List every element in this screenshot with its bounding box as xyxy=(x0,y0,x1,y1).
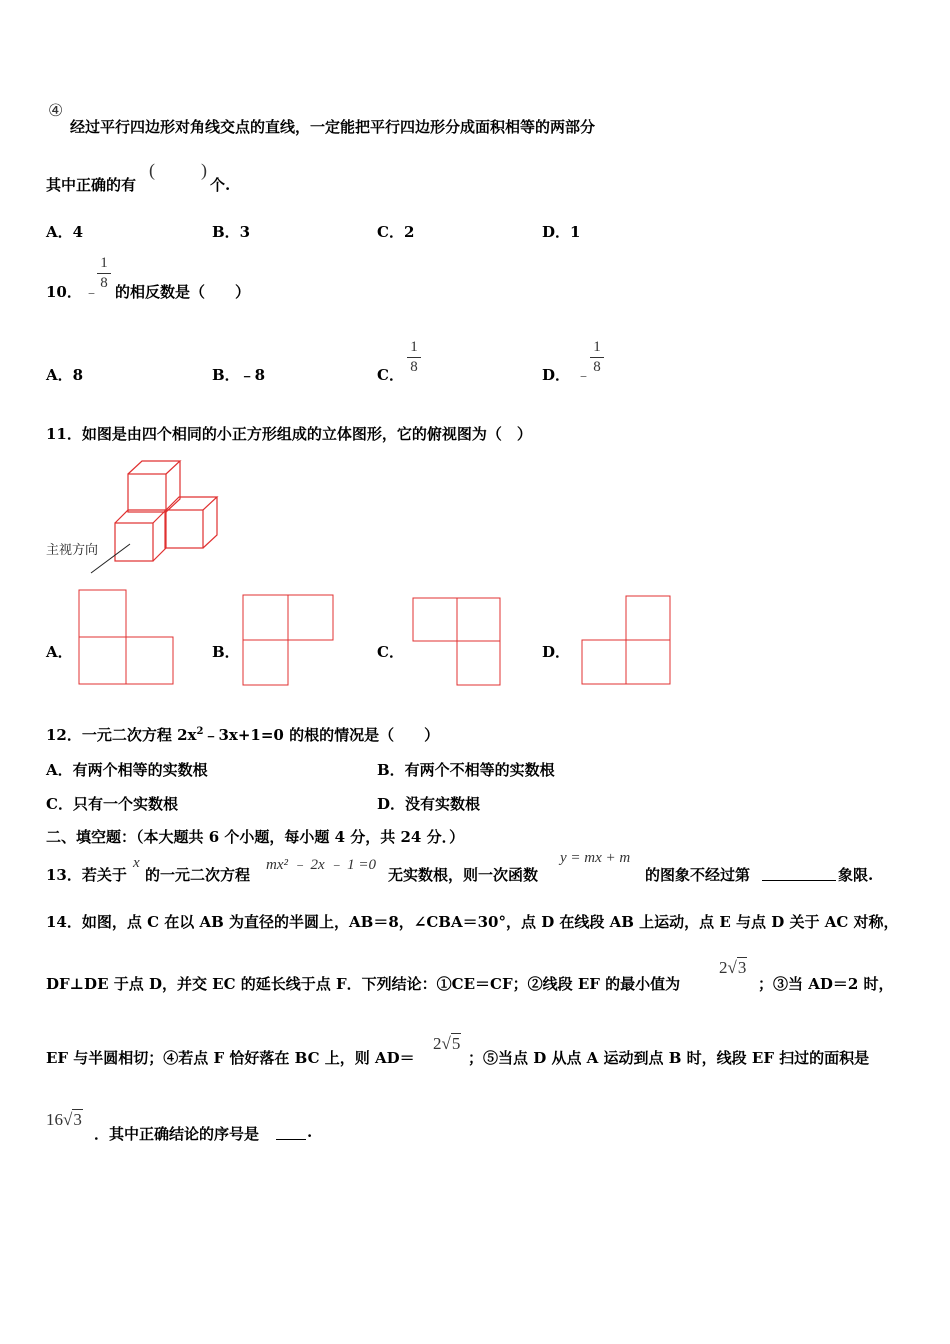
q9-paren-right: ) xyxy=(201,160,207,180)
q14-min-rad: 3 xyxy=(737,958,747,977)
q11-option-d: D． xyxy=(542,643,571,661)
q12-stem-post: ﹣3x+1=0 的根的情况是（ ） xyxy=(203,726,440,744)
q13-post2: 象限. xyxy=(838,866,874,884)
q10-option-c-label: C． xyxy=(377,366,404,384)
q10-option-a: A．8 xyxy=(46,366,84,384)
q12-option-a: A．有两个相等的实数根 xyxy=(46,761,208,779)
option-a-figure xyxy=(79,590,173,684)
q11-stem: 11．如图是由四个相同的小正方形组成的立体图形，它的俯视图为（ ） xyxy=(46,425,532,443)
q12-option-b: B．有两个不相等的实数根 xyxy=(377,761,555,779)
q11-option-a: A． xyxy=(46,643,73,661)
view-direction-label: 主视方向 xyxy=(46,543,99,558)
q13-function: y = mx + m xyxy=(560,850,631,866)
q9-option-d: D．1 xyxy=(542,223,581,241)
q14-ad-rad: 5 xyxy=(451,1034,461,1053)
item-4-text: 经过平行四边形对角线交点的直线，一定能把平行四边形分成面积相等的两部分 xyxy=(70,118,596,136)
q10-optd-num: 1 xyxy=(593,339,601,355)
q12-stem xyxy=(46,724,439,745)
q14-ad-coef: 2 xyxy=(433,1034,442,1053)
q14-area-value: 16√3 xyxy=(46,1110,82,1129)
q10-option-d-label: D． xyxy=(542,366,571,384)
q9-conclusion-pre: 其中正确的有 xyxy=(46,176,137,194)
section-2-heading: 二、填空题：（本大题共 6 个小题，每小题 4 分，共 24 分．） xyxy=(46,828,465,846)
q13-mid1: 的一元二次方程 xyxy=(145,866,251,884)
q13-equation: mx² ﹣ 2x ﹣ 1 =0 xyxy=(266,857,377,873)
q14-ad-value: 2√5 xyxy=(433,1034,461,1053)
q9-option-b: B．3 xyxy=(212,223,251,241)
q13-post1: 的图象不经过第 xyxy=(645,866,751,884)
q14-line1: 14．如图，点 C 在以 AB 为直径的半圆上，AB＝8，∠CBA＝30°，点 D 在线段 AB 上运动，点 E 与点 D 关于 AC 对称， xyxy=(46,913,899,931)
q14-min-coef: 2 xyxy=(719,958,728,977)
q12-option-d: D．没有实数根 xyxy=(377,795,481,813)
q13-var: x xyxy=(133,855,140,871)
option-c-figure xyxy=(413,598,500,685)
q14-min-value: 2√3 xyxy=(719,958,747,977)
q14-line4-post: ．其中正确结论的序号是 xyxy=(94,1125,260,1143)
q12-stem-sup: 2 xyxy=(196,726,204,737)
q10-optc-den: 8 xyxy=(410,359,418,375)
q9-paren-left: ( xyxy=(149,160,155,180)
q14-area-rad: 3 xyxy=(73,1110,82,1129)
q13-pre: 13．若关于 xyxy=(46,866,127,884)
q13-mid2: 无实数根，则一次函数 xyxy=(388,866,539,884)
q10-frac-den: 8 xyxy=(100,275,108,291)
q9-option-a: A．4 xyxy=(46,223,84,241)
q10-option-b: B．﹣8 xyxy=(212,366,266,384)
option-d-figure xyxy=(582,596,670,684)
q14-answer-blank[interactable] xyxy=(276,1123,306,1140)
q10-number: 10． xyxy=(46,283,82,301)
q12-option-c: C．只有一个实数根 xyxy=(46,795,178,813)
q10-stem: 的相反数是（ ） xyxy=(115,283,251,301)
q14-area-coef: 16 xyxy=(46,1110,63,1129)
q14-line4-end: . xyxy=(307,1123,313,1141)
q10-optd-den: 8 xyxy=(593,359,601,375)
q11-option-c: C． xyxy=(377,643,404,661)
option-b-figure xyxy=(243,595,333,685)
q14-line2-pre: DF⊥DE 于点 D，并交 EC 的延长线于点 F．下列结论：①CE＝CF；②线段 EF 的最小值为 xyxy=(46,975,681,993)
item-4-mark: ④ xyxy=(48,101,64,120)
q9-conclusion-post: 个. xyxy=(210,176,231,194)
q14-line2-post: ；③当 AD＝2 时， xyxy=(758,975,894,993)
q14-line3-pre: EF 与半圆相切；④若点 F 恰好落在 BC 上，则 AD＝ xyxy=(46,1049,415,1067)
q10-optc-num: 1 xyxy=(410,339,418,355)
q14-line3-post: ；⑤当点 D 从点 A 运动到点 B 时，线段 EF 扫过的面积是 xyxy=(468,1049,870,1067)
q10-frac-num: 1 xyxy=(100,255,108,271)
q10-option-d-minus: ﹣ xyxy=(576,368,592,384)
q13-answer-blank[interactable] xyxy=(762,864,836,881)
q10-minus: ﹣ xyxy=(84,285,100,301)
q11-option-b: B． xyxy=(212,643,240,661)
q12-stem-pre: 12．一元二次方程 2x xyxy=(46,726,197,744)
q9-option-c: C．2 xyxy=(377,223,415,241)
